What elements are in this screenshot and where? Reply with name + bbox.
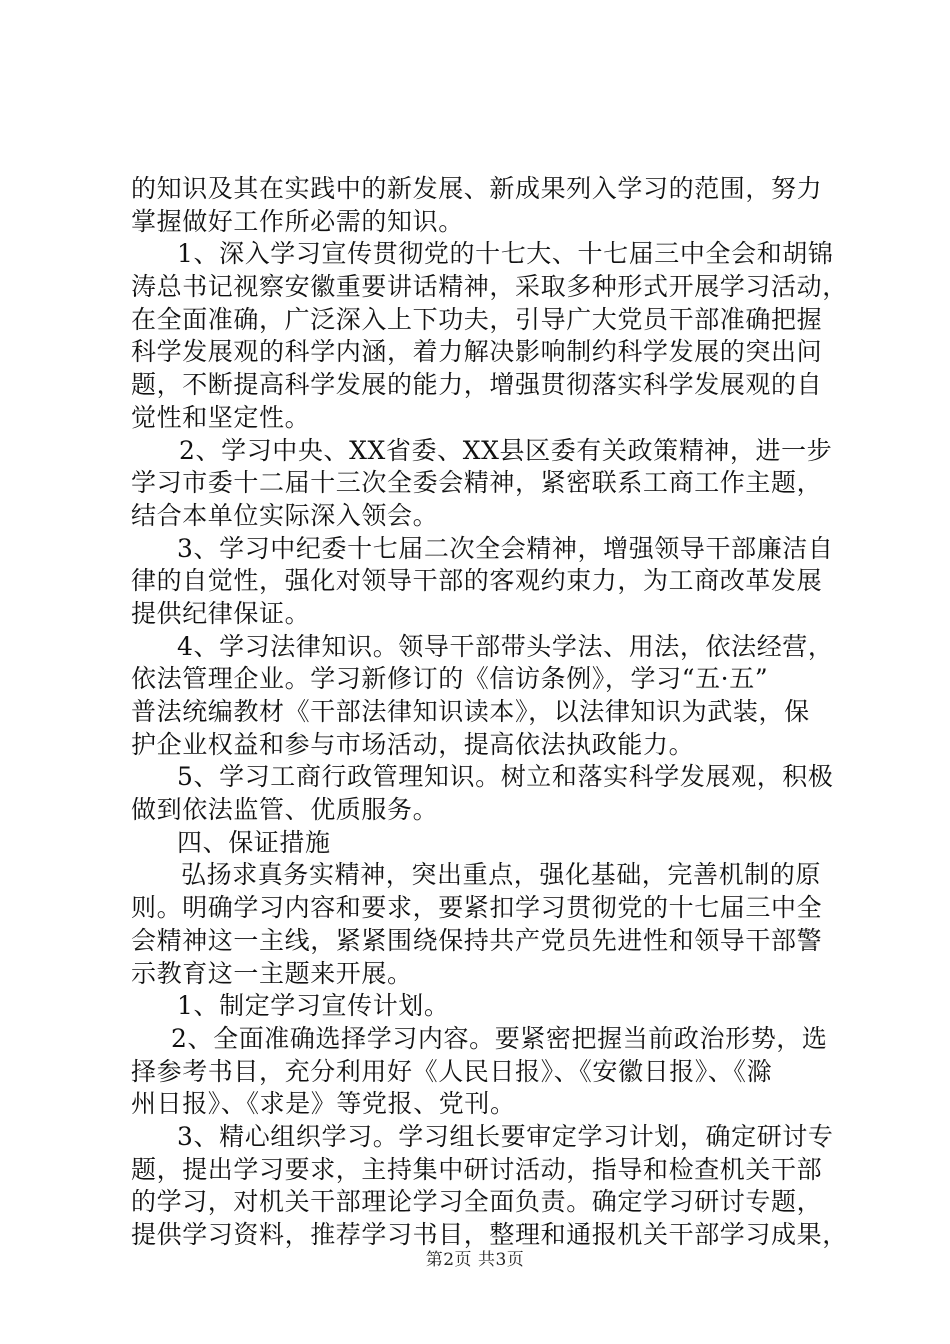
text-line: 弘扬求真务实精神，突出重点，强化基础，完善机制的原 xyxy=(181,860,822,890)
text-line: 在全面准确，广泛深入上下功夫，引导广大党员干部准确把握 xyxy=(131,304,823,334)
text-line: 择参考书目，充分利用好《人民日报》、《安徽日报》、《滁 xyxy=(131,1056,773,1086)
text-line: 做到依法监管、优质服务。 xyxy=(131,795,439,825)
text-line: 2、学习中央、XX省委、XX县区委有关政策精神，进一步 xyxy=(179,435,833,465)
text-line: 掌握做好工作所必需的知识。 xyxy=(131,206,464,236)
text-line: 结合本单位实际深入领会。 xyxy=(131,500,439,530)
text-line: 则。明确学习内容和要求，要紧扣学习贯彻党的十七届三中全 xyxy=(131,893,823,923)
text-line: 会精神这一主线，紧紧围绕保持共产党员先进性和领导干部警 xyxy=(131,925,823,955)
page-footer: 第2页 共3页 xyxy=(425,1250,525,1270)
text-line: 题，提出学习要求，主持集中研讨活动，指导和检查机关干部 xyxy=(131,1154,823,1184)
text-line: 科学发展观的科学内涵，着力解决影响制约科学发展的突出问 xyxy=(131,337,823,367)
document-body xyxy=(131,173,848,1252)
text-line: 的知识及其在实践中的新发展、新成果列入学习的范围，努力 xyxy=(131,174,823,203)
text-line: 的学习，对机关干部理论学习全面负责。确定学习研讨专题， xyxy=(131,1187,823,1217)
text-line: 护企业权益和参与市场活动，提高依法执政能力。 xyxy=(131,729,695,759)
text-line: 涛总书记视察安徽重要讲话精神，采取多种形式开展学习活动， xyxy=(131,272,848,302)
text-line: 州日报》、《求是》等党报、党刊。 xyxy=(131,1089,516,1119)
text-line: 觉性和坚定性。 xyxy=(131,402,311,432)
text-line: 题，不断提高科学发展的能力，增强贯彻落实科学发展观的自 xyxy=(131,370,823,400)
text-line: 学习市委十二届十三次全委会精神，紧密联系工商工作主题， xyxy=(131,468,823,498)
text-line: 1、制定学习宣传计划。 xyxy=(177,991,450,1021)
text-line: 4、学习法律知识。领导干部带头学法、用法，依法经营， xyxy=(177,631,834,661)
text-line: 依法管理企业。学习新修订的《信访条例》，学习“五·五” xyxy=(131,664,769,694)
text-line: 2、全面准确选择学习内容。要紧密把握当前政治形势，选 xyxy=(171,1023,828,1053)
text-line: 3、精心组织学习。学习组长要审定学习计划，确定研讨专 xyxy=(177,1121,834,1151)
text-line: 律的自觉性，强化对领导干部的客观约束力，为工商改革发展 xyxy=(131,566,823,596)
text-line: 1、深入学习宣传贯彻党的十七大、十七届三中全会和胡锦 xyxy=(177,239,834,269)
text-line: 提供纪律保证。 xyxy=(131,598,311,628)
text-line: 提供学习资料，推荐学习书目，整理和通报机关干部学习成果， xyxy=(131,1220,848,1249)
text-line: 5、学习工商行政管理知识。树立和落实科学发展观，积极 xyxy=(177,762,834,792)
text-line: 普法统编教材《干部法律知识读本》，以法律知识为武装，保 xyxy=(131,697,810,726)
text-line: 四、保证措施 xyxy=(177,827,331,857)
text-line: 3、学习中纪委十七届二次全会精神，增强领导干部廉洁自 xyxy=(177,533,834,563)
text-line: 示教育这一主题来开展。 xyxy=(131,958,413,988)
